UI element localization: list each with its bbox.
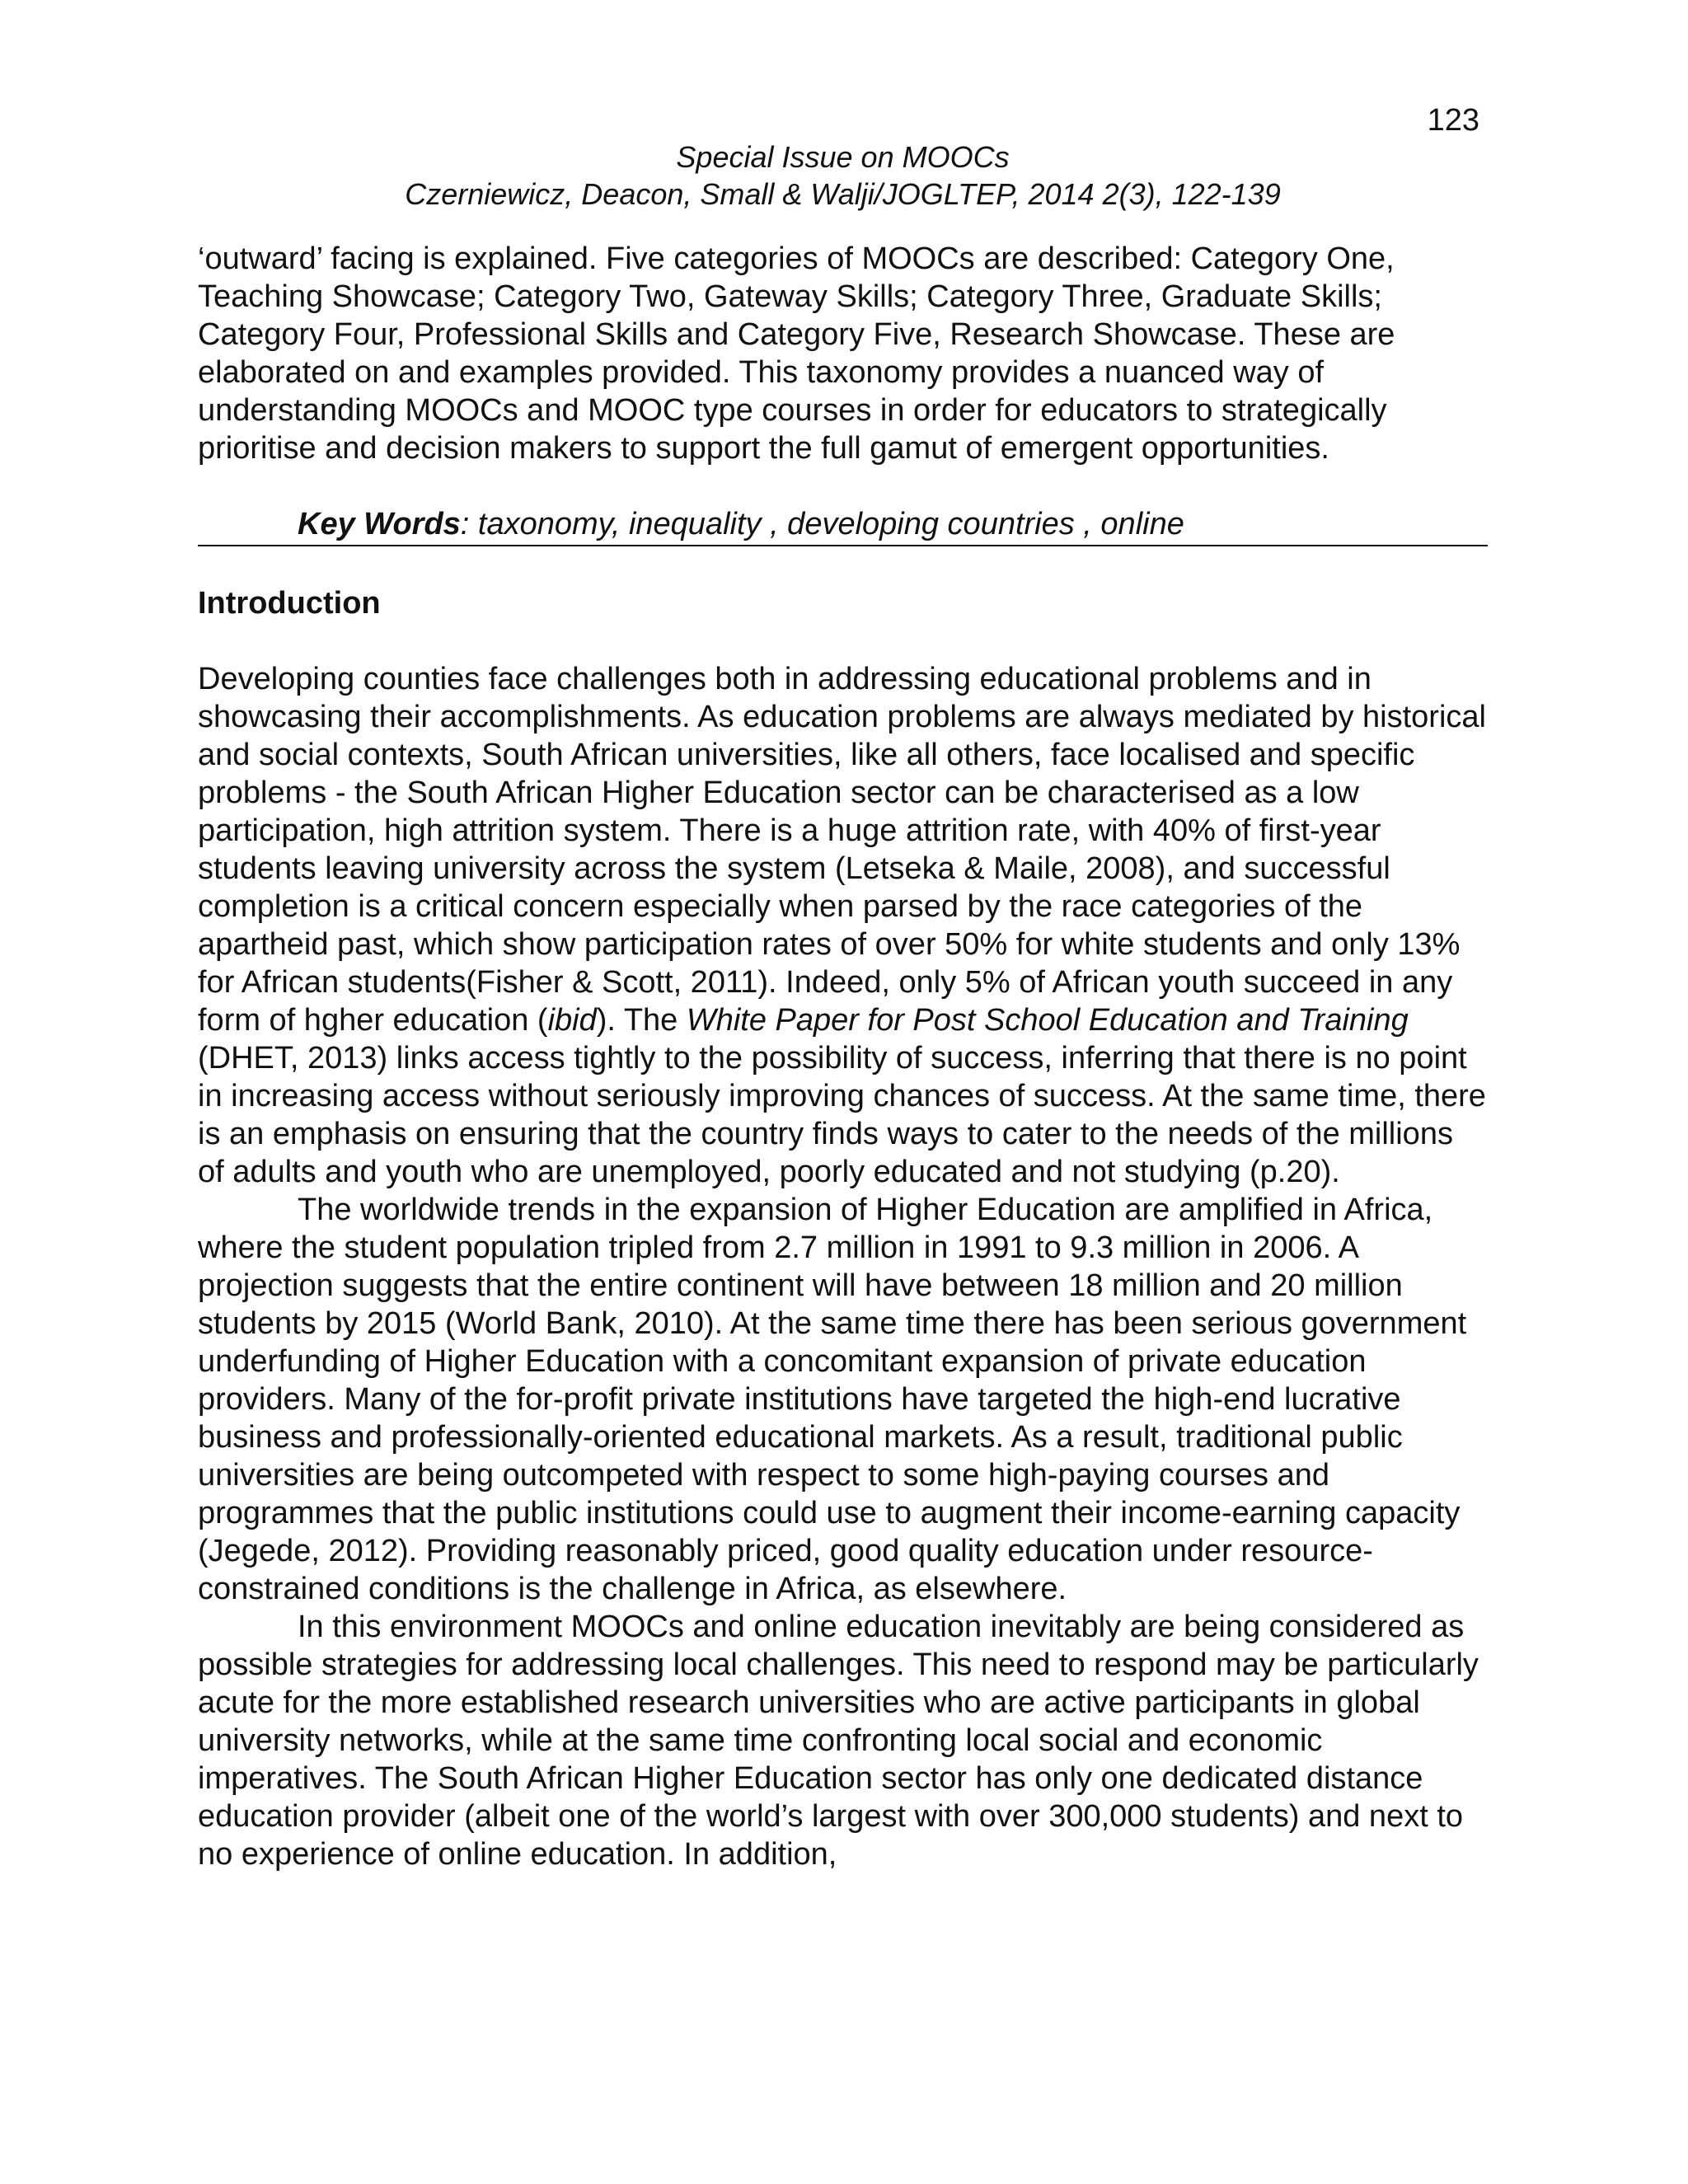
article-body — [198, 240, 1488, 1873]
paragraph-text: Developing counties face challenges both in addressing educational problems and in showcasing their accomplishments. As education problems are always mediated by historical and social contexts, South African universities, like all others, face localised and specific problems - the South African Higher Education sector can be characterised as a low participation, high attrition system. There is a huge attrition rate, with 40% of first-year students leaving university across the system (Letseka & Maile, 2008), and successful completion is a critical concern especially when parsed by the race categories of the apartheid past, which show participation rates of over 50% for white students and only 13% for African students(Fisher & Scott, 2011). Indeed, only 5% of African youth succeed in any form of hgher education ( — [198, 662, 1486, 1038]
intro-paragraph-1 — [198, 660, 1488, 1191]
intro-paragraph-2: The worldwide trends in the expansion of Higher Education are amplified in Africa, where the student population tripled from 2.7 million in 1991 to 9.3 million in 2006. A projection suggests that the entire continent will have between 18 million and 20 million students by 2015 (World Bank, 2010). At the same time there has been serious government underfunding of Higher Education with a concomitant expansion of private education providers. Many of the for-profit private institutions have targeted the high-end lucrative business and professionally-oriented educational markets. As a result, traditional public universities are being outcompeted with respect to some high-paying courses and programmes that the public institutions could use to augment their income-earning capacity (Jegede, 2012). Providing reasonably priced, good quality education under resource-constrained conditions is the challenge in Africa, as elsewhere. — [198, 1193, 1467, 1606]
paragraph-text: (DHET, 2013) links access tightly to the possibility of success, inferring that there is no point in increasing access without seriously improving chances of success. At the same time, there is an emphasis on ensuring that the country finds ways to cater to the needs of the millions of adults and youth who are unemployed, poorly educated and not studying (p.20). — [198, 1041, 1486, 1189]
keywords-label: Key Words — [298, 507, 461, 541]
running-header — [198, 138, 1488, 213]
keywords-terms: : taxonomy, inequality , developing countries , online — [460, 507, 1184, 541]
journal-issue-title: Special Issue on MOOCs — [676, 140, 1010, 174]
intro-paragraph-3: In this environment MOOCs and online education inevitably are being considered as possible strategies for addressing local challenges. This need to respond may be particularly acute for the more established research universities who are active participants in global university networks, while at the same time confronting local social and economic imperatives. The South African Higher Education sector has only one dedicated distance education provider (albeit one of the world’s largest with over 300,000 students) and next to no experience of online education. In addition, — [198, 1610, 1479, 1872]
keywords-line — [198, 505, 1488, 546]
ibid-reference: ibid — [547, 1003, 597, 1038]
white-paper-title: White Paper for Post School Education and Training — [686, 1003, 1409, 1038]
page-number: 123 — [1427, 103, 1479, 138]
section-heading-introduction: Introduction — [198, 586, 381, 621]
paragraph-text: ). The — [596, 1003, 687, 1038]
abstract-continuation: ‘outward’ facing is explained. Five categories of MOOCs are described: Category One, Teaching Showcase; Category Two, Gateway Skills; Category Three, Graduate Skills; Category Four, Professional Skills and Category Five, Research Showcase. These are elaborated on and examples provided. This taxonomy provides a nuanced way of understanding MOOCs and MOOC type courses in order for educators to strategically prioritise and decision makers to support the full gamut of emergent opportunities. — [198, 241, 1395, 466]
article-citation: Czerniewicz, Deacon, Small & Walji/JOGLTEP, 2014 2(3), 122-139 — [405, 177, 1281, 211]
